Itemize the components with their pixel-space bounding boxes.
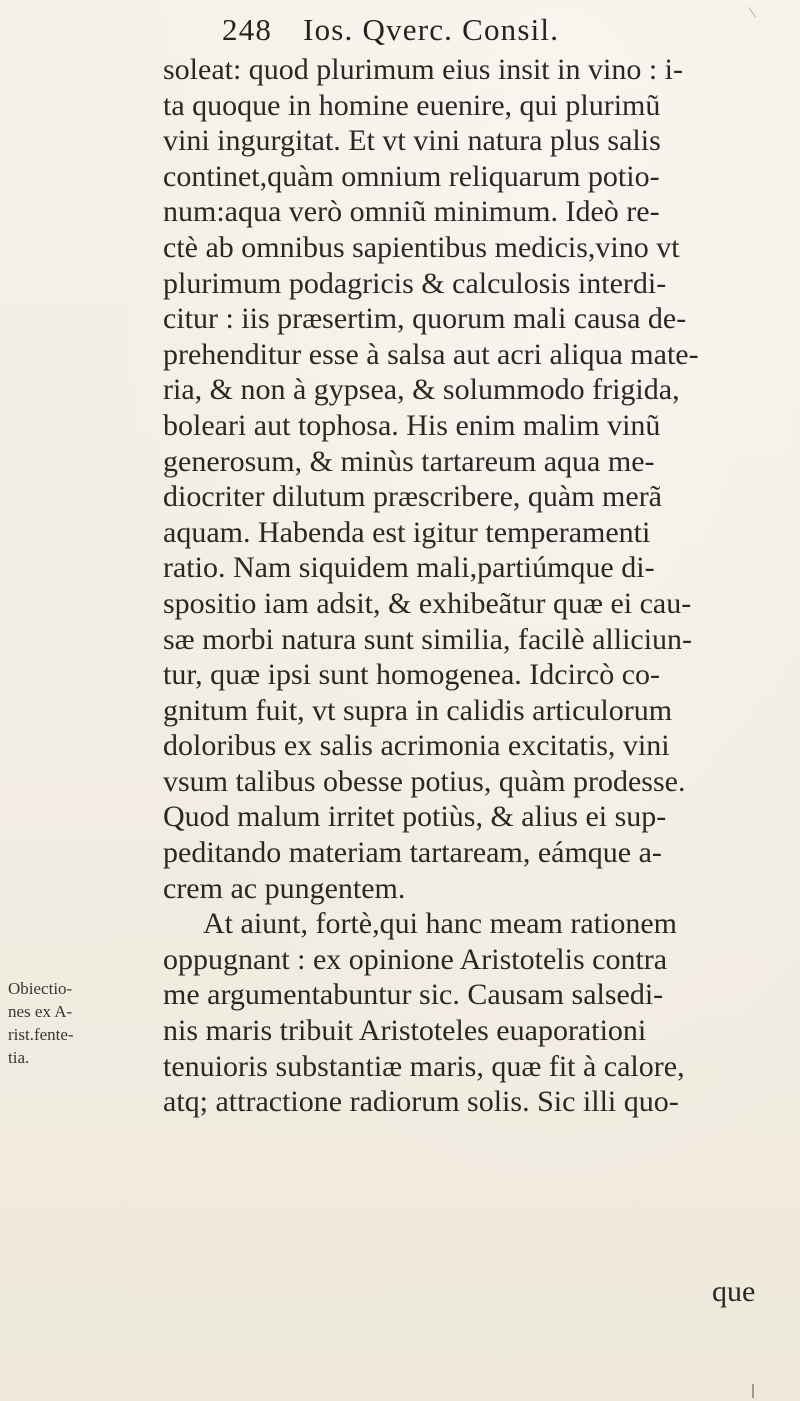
text-line: citur : iis præsertim, quorum mali causa de-	[163, 302, 687, 336]
margin-note	[8, 977, 88, 1069]
text-line: sæ morbi natura sunt similia, facilè alliciun-	[163, 622, 693, 656]
text-line: peditando materiam tartaream, eámque a-	[163, 836, 662, 870]
running-head	[222, 12, 559, 48]
margin-note-line: tia.	[8, 1048, 30, 1067]
page-corner-mark	[748, 3, 762, 18]
text-line: continet,quàm omnium reliquarum potio-	[163, 159, 660, 193]
text-line: vini ingurgitat. Et vt vini natura plus salis	[163, 124, 661, 158]
text-line: tur, quæ ipsi sunt homogenea. Idcircò co-	[163, 658, 661, 692]
text-line: generosum, & minùs tartareum aqua me-	[163, 444, 655, 478]
catchword: que	[712, 1275, 756, 1308]
text-line: aquam. Habenda est igitur temperamenti	[163, 515, 651, 549]
text-line: spositio iam adsit, & exhibeãtur quæ ei cau-	[163, 586, 692, 620]
text-line: ctè ab omnibus sapientibus medicis,vino vt	[163, 230, 680, 264]
text-line: soleat: quod plurimum eius insit in vino : i-	[163, 53, 683, 86]
margin-note-line: nes ex A-	[8, 1002, 73, 1021]
text-line: ratio. Nam siquidem mali,partiúmque di-	[163, 551, 655, 585]
running-title: Ios. Qverc. Consil.	[303, 12, 560, 47]
text-line: me argumentabuntur sic. Causam salsedi-	[163, 978, 664, 1012]
text-line: nis maris tribuit Aristoteles euaporationi	[163, 1014, 647, 1048]
text-line: diocriter dilutum præscribere, quàm merã	[163, 480, 662, 514]
text-line: Quod malum irritet potiùs, & alius ei sup-	[163, 800, 667, 834]
text-line: doloribus ex salis acrimonia excitatis, vini	[163, 729, 670, 763]
text-line: num:aqua verò omniũ minimum. Ideò re-	[163, 195, 660, 229]
text-line: ta quoque in homine euenire, qui plurimũ	[163, 88, 661, 122]
text-line-paragraph-start: At aiunt, fortè,qui hanc meam rationem	[203, 907, 678, 941]
text-line: atq; attractione radiorum solis. Sic illi quo-	[163, 1085, 679, 1119]
text-line: prehenditur esse à salsa aut acri aliqua mate-	[163, 337, 699, 371]
text-line: crem ac pungentem.	[163, 871, 406, 905]
margin-note-line: Obiectio-	[8, 979, 73, 998]
text-line: boleari aut tophosa. His enim malim vinũ	[163, 408, 661, 442]
text-line: vsum talibus obesse potius, quàm prodesse.	[163, 764, 686, 798]
page-number: 248	[222, 12, 273, 47]
body-text	[163, 52, 773, 1120]
margin-note-line: rist.fente-	[8, 1025, 74, 1044]
text-line: oppugnant : ex opinione Aristotelis contra	[163, 942, 668, 976]
text-line: tenuioris substantiæ maris, quæ fit à calore,	[163, 1049, 685, 1083]
text-line: ria, & non à gypsea, & solummodo frigida,	[163, 373, 680, 407]
text-line: gnitum fuit, vt supra in calidis articulorum	[163, 693, 673, 727]
text-line: plurimum podagricis & calculosis interdi-	[163, 266, 667, 300]
signature-mark	[752, 1384, 754, 1398]
